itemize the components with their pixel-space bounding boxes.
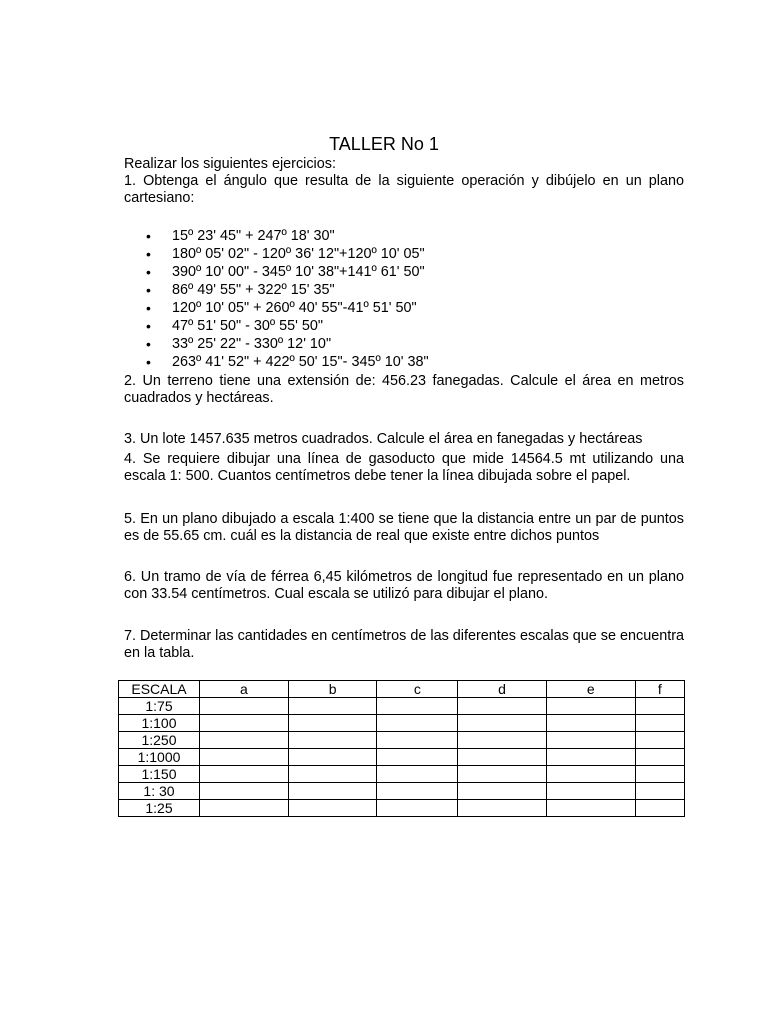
scale-cell: 1:1000 [119,749,200,766]
table-row [119,749,685,766]
empty-cell [288,766,377,783]
empty-cell [458,715,547,732]
empty-cell [377,732,458,749]
empty-cell [377,766,458,783]
empty-cell [200,800,289,817]
column-header: f [635,681,684,698]
question-4: 4. Se requiere dibujar una línea de gasoducto que mide 14564.5 mt utilizando una escala 1: 500. Cuantos centímetros debe tener la línea dibujada sobre el papel. [124,451,684,484]
column-header: d [458,681,547,698]
column-header: b [288,681,377,698]
operations-list [146,227,686,371]
empty-cell [635,783,684,800]
empty-cell [288,800,377,817]
scale-cell: 1:150 [119,766,200,783]
empty-cell [458,698,547,715]
question-6: 6. Un tramo de vía de férrea 6,45 kilómetros de longitud fue representado en un plano con 33.54 centímetros. Cual escala se utilizó para dibujar el plano. [124,569,684,602]
operation-item: • 86º 49' 55" + 322º 15' 35" [146,281,686,299]
operation-item: • 180º 05' 02" - 120º 36' 12"+120º 10' 05" [146,245,686,263]
empty-cell [635,749,684,766]
question-5: 5. En un plano dibujado a escala 1:400 se tiene que la distancia entre un par de puntos es de 55.65 cm. cuál es la distancia de real que existe entre dichos puntos [124,511,684,544]
empty-cell [288,749,377,766]
empty-cell [546,783,635,800]
scale-cell: 1:75 [119,698,200,715]
empty-cell [200,698,289,715]
empty-cell [377,800,458,817]
empty-cell [635,715,684,732]
empty-cell [546,749,635,766]
empty-cell [288,783,377,800]
empty-cell [377,715,458,732]
empty-cell [288,715,377,732]
table-row [119,732,685,749]
operation-item: • 33º 25' 22" - 330º 12' 10" [146,335,686,353]
operation-item: • 263º 41' 52" + 422º 50' 15"- 345º 10' 38" [146,353,686,371]
empty-cell [377,783,458,800]
table-row [119,800,685,817]
empty-cell [377,749,458,766]
empty-cell [288,732,377,749]
empty-cell [200,749,289,766]
scale-cell: 1:100 [119,715,200,732]
column-header: a [200,681,289,698]
empty-cell [546,732,635,749]
empty-cell [458,783,547,800]
empty-cell [458,800,547,817]
table-row [119,715,685,732]
scale-cell: 1:250 [119,732,200,749]
empty-cell [200,715,289,732]
question-7: 7. Determinar las cantidades en centímetros de las diferentes escalas que se encuentra en la tabla. [124,628,684,661]
empty-cell [635,698,684,715]
scales-table [118,680,685,817]
empty-cell [288,698,377,715]
intro-block [124,156,684,207]
column-header: e [546,681,635,698]
question-2: 2. Un terreno tiene una extensión de: 456.23 fanegadas. Calcule el área en metros cuadrados y hectáreas. [124,373,684,406]
table-row [119,698,685,715]
empty-cell [377,698,458,715]
empty-cell [635,766,684,783]
table-row [119,783,685,800]
operation-item: • 120º 10' 05" + 260º 40' 55"-41º 51' 50" [146,299,686,317]
intro-text: Realizar los siguientes ejercicios: [124,156,336,172]
empty-cell [200,732,289,749]
column-header: c [377,681,458,698]
empty-cell [458,749,547,766]
empty-cell [458,732,547,749]
operation-item: • 390º 10' 00" - 345º 10' 38"+141º 61' 50" [146,263,686,281]
empty-cell [200,766,289,783]
empty-cell [546,715,635,732]
empty-cell [635,732,684,749]
page-title: TALLER No 1 [329,134,439,154]
empty-cell [546,800,635,817]
column-header-escala: ESCALA [119,681,200,698]
scale-cell: 1:25 [119,800,200,817]
scale-cell: 1: 30 [119,783,200,800]
empty-cell [458,766,547,783]
question-3: 3. Un lote 1457.635 metros cuadrados. Calcule el área en fanegadas y hectáreas [124,431,643,447]
table-header-row [119,681,685,698]
empty-cell [200,783,289,800]
question-1: 1. Obtenga el ángulo que resulta de la siguiente operación y dibújelo en un plano cartesiano: [124,173,684,206]
operation-item: • 47º 51' 50" - 30º 55' 50" [146,317,686,335]
empty-cell [546,698,635,715]
empty-cell [546,766,635,783]
table-row [119,766,685,783]
operation-item: • 15º 23' 45" + 247º 18' 30" [146,227,686,245]
empty-cell [635,800,684,817]
